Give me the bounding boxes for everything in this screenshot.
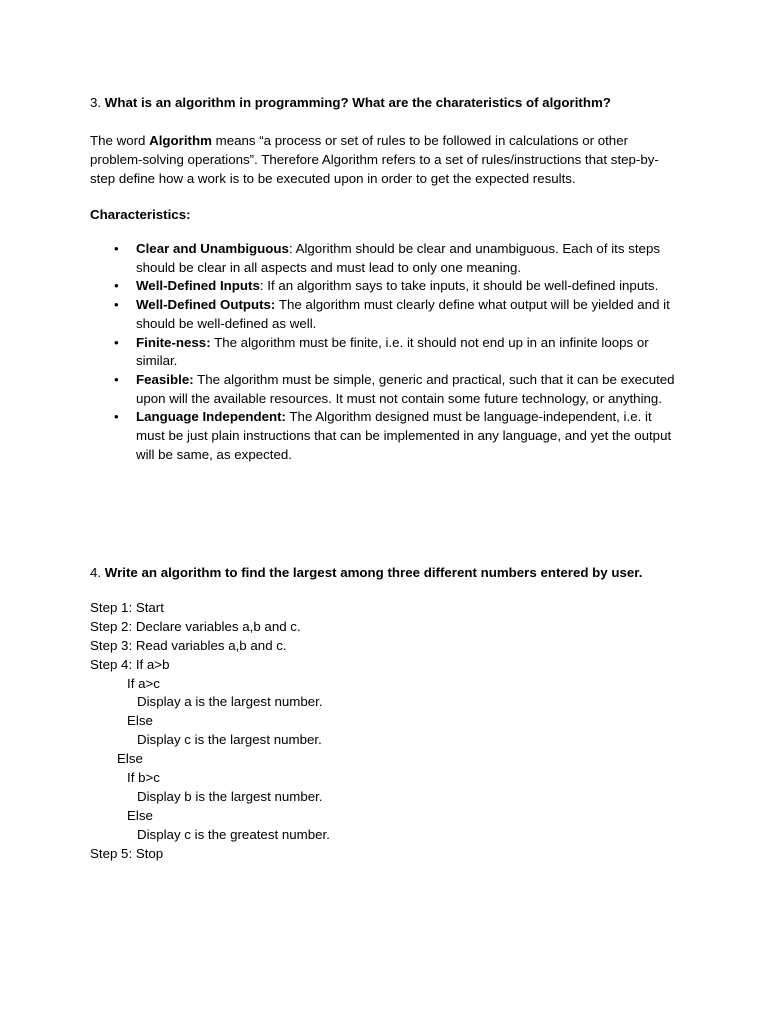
- characteristics-label: Characteristics:: [90, 207, 191, 222]
- algorithm-step-line: Display b is the largest number.: [137, 788, 323, 804]
- algorithm-step-line: Step 4: If a>b: [90, 656, 170, 672]
- bullet-icon: •: [114, 334, 119, 350]
- bullet-icon: •: [114, 241, 119, 256]
- characteristic-text: The Algorithm designed must be language-independent, i.e. it must be just plain instructions that can be implemented in any language, and yet the output will be same, as expected.: [136, 409, 672, 462]
- characteristic-term: Feasible:: [136, 371, 194, 387]
- question-3-title: What is an algorithm in programming? What are the charateristics of algorithm?: [104, 95, 611, 110]
- list-item: [90, 408, 680, 464]
- algorithm-step-line: Step 2: Declare variables a,b and c.: [90, 618, 301, 634]
- algorithm-definition-paragraph: [90, 131, 680, 188]
- question-3-number: 3.: [90, 95, 102, 110]
- list-item: [90, 334, 680, 371]
- algorithm-step-line: Else: [127, 713, 153, 729]
- algorithm-step-line: Display c is the greatest number.: [137, 826, 330, 842]
- characteristic-term: Well-Defined Outputs:: [136, 297, 276, 313]
- characteristics-list: [90, 240, 680, 464]
- question-4-heading: [90, 563, 680, 582]
- algorithm-step-line: If b>c: [127, 770, 160, 786]
- algorithm-step-line: Step 3: Read variables a,b and c.: [90, 637, 287, 653]
- characteristic-text: : Algorithm should be clear and unambiguous. Each of its steps should be clear in all aspects and must lead to only one meaning.: [136, 241, 660, 275]
- list-item: [90, 240, 680, 277]
- characteristic-term: Clear and Unambiguous: [136, 241, 289, 256]
- algorithm-step-line: Step 5: Stop: [90, 845, 164, 861]
- characteristic-term: Language Independent:: [136, 409, 286, 425]
- definition-bold-word: Algorithm: [149, 133, 212, 148]
- characteristic-text: The algorithm must clearly define what output will be yielded and it should be well-defined as well.: [136, 297, 670, 331]
- characteristic-term: Finite-ness:: [136, 334, 211, 350]
- algorithm-step-line: If a>c: [127, 675, 160, 691]
- characteristic-text: The algorithm must be simple, generic and practical, such that it can be executed upon will the available resources. It must not contain some future technology, or anything.: [136, 371, 675, 406]
- list-item: [90, 371, 680, 408]
- characteristic-text: The algorithm must be finite, i.e. it should not end up in an infinite loops or similar.: [136, 334, 649, 369]
- algorithm-step-line: Display c is the largest number.: [137, 732, 322, 748]
- list-item: [90, 277, 680, 296]
- algorithm-step-line: Else: [127, 807, 153, 823]
- bullet-icon: •: [114, 278, 119, 294]
- characteristic-text: : If an algorithm says to take inputs, it should be well-defined inputs.: [259, 278, 659, 294]
- bullet-icon: •: [114, 409, 119, 425]
- question-3-heading: [90, 93, 680, 112]
- definition-text-start: The word: [90, 133, 150, 148]
- bullet-icon: •: [114, 297, 119, 313]
- characteristic-term: Well-Defined Inputs: [136, 278, 260, 294]
- algorithm-steps: [90, 599, 590, 863]
- algorithm-step-line: Else: [117, 751, 143, 767]
- question-4-title: Write an algorithm to find the largest among three different numbers entered by user.: [104, 565, 643, 580]
- question-4-number: 4.: [90, 565, 102, 580]
- algorithm-step-line: Display a is the largest number.: [137, 694, 323, 710]
- algorithm-step-line: Step 1: Start: [90, 600, 164, 615]
- list-item: [90, 296, 680, 333]
- bullet-icon: •: [114, 371, 119, 387]
- definition-text-rest: means “a process or set of rules to be followed in calculations or other problem-solving operations”. Therefore Algorithm refers to a set of rules/instructions that step-by-step define how a work is to be executed upon in order to get the expected results.: [90, 133, 659, 186]
